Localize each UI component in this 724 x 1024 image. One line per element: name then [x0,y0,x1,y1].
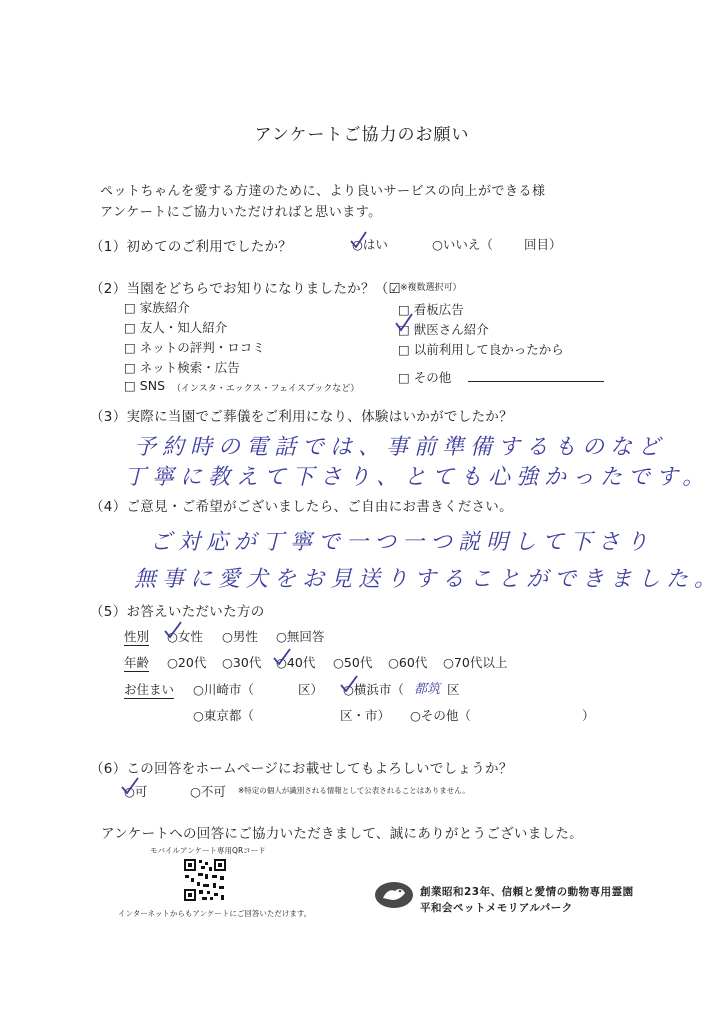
q3-answer-line-2: 丁寧に教えて下さり、とても心強かったです。 [124,465,711,490]
q2-option-friend[interactable]: □ 友人・知人紹介 [124,320,228,335]
address-yokohama-end: 区 [447,682,460,697]
gender-option-no-answer[interactable]: ○無回答 [276,629,325,644]
q1-label: （1）初めてのご利用でしたか？ [90,239,293,255]
gender-label: 性別 [124,629,150,644]
q6-option-no[interactable]: ○不可 [190,784,226,799]
q1-option-no[interactable]: ○いいえ（ [432,237,493,252]
q2-sns-note: （インスタ・エックス・フェイスブックなど） [172,384,360,394]
q2-option-other[interactable]: □ その他 [398,370,452,385]
q2-option-sns[interactable]: □ SNS [124,378,166,393]
qr-code-icon[interactable] [183,858,227,902]
q2-option-family[interactable]: □ 家族紹介 [124,300,190,315]
company-logo-icon [374,880,414,910]
address-yokohama[interactable]: ○横浜市（ [343,682,404,697]
q6-label: （6）この回答をホームページにお載せしてもよろしいでしょうか？ [90,761,513,777]
q3-label: （3）実際に当園でご葬儀をご利用になり、体験はいかがでしたか？ [90,409,513,425]
q4-label: （4）ご意見・ご希望がございましたら、ご自由にお書きください。 [90,499,513,515]
age-option-70s-plus[interactable]: ○70代以上 [443,655,508,670]
q4-answer-line-1: ご対応が丁寧で一つ一つ説明して下さり [150,530,655,555]
footer-tagline: 創業昭和23年、信頼と愛情の動物専用霊園 [420,886,634,898]
address-yokohama-ward: 都筑 [414,682,441,697]
intro-line-1: ペットちゃんを愛する方達のために、より良いサービスの向上ができる様 [100,184,546,199]
q2-option-reputation[interactable]: □ ネットの評判・ロコミ [124,340,265,355]
q2-option-vet[interactable]: □ 獣医さん紹介 [398,322,489,337]
q2-option-search[interactable]: □ ネット検索・広告 [124,360,240,375]
page-title: アンケートご協力のお願い [254,125,470,145]
gender-option-male[interactable]: ○男性 [222,629,258,644]
age-check-mark [272,647,292,667]
footer-company-name: 平和会ペットメモリアルパーク [420,902,573,914]
address-tokyo[interactable]: ○東京都（ [193,708,254,723]
q2-note: ※複数選択可） [400,283,462,293]
intro-line-2: アンケートにご協力いただければと思います。 [100,205,382,220]
gender-check-mark [163,620,183,640]
address-kawasaki-end: 区） [298,682,324,697]
age-option-20s[interactable]: ○20代 [167,655,207,670]
q2-check-mark [394,313,414,333]
q5-label: （5）お答えいただいた方の [90,604,265,620]
q3-answer-line-1: 予約時の電話では、事前準備するものなど [134,435,667,460]
address-other[interactable]: ○その他（ [410,708,471,723]
q6-note: ※特定の個人が識別される情報として公表されることはありません。 [238,786,470,795]
age-option-40s[interactable]: ○40代 [276,655,316,670]
address-label: お住まい [124,682,175,697]
q6-check-mark [120,776,140,796]
address-kawasaki[interactable]: ○川崎市（ [193,682,254,697]
q2-label: （2）当園をどちらでお知りになりましたか？（☑ [90,281,401,297]
address-other-end: ） [582,708,595,723]
q1-times-suffix: 回目） [524,237,562,252]
q6-option-yes[interactable]: ○可 [124,784,148,799]
q2-other-underline [468,381,604,382]
age-option-50s[interactable]: ○50代 [333,655,373,670]
qr-caption: モバイルアンケート専用QRコード [150,846,266,855]
q1-check-mark [348,230,368,250]
age-option-60s[interactable]: ○60代 [388,655,428,670]
address-tokyo-end: 区・市） [340,708,391,723]
internet-note: インターネットからもアンケートにご回答いただけます。 [118,909,312,918]
q4-answer-line-2: 無事に愛犬をお見送りすることができました。 [134,567,723,592]
thanks-message: アンケートへの回答にご協力いただきまして、誠にありがとうございました。 [101,826,583,842]
q2-option-signboard[interactable]: □ 看板広告 [398,302,464,317]
q1-option-yes[interactable]: ○はい [352,237,388,252]
gender-option-female[interactable]: ○女性 [167,629,203,644]
age-label: 年齢 [124,655,150,670]
age-option-30s[interactable]: ○30代 [222,655,262,670]
q2-option-repeat[interactable]: □ 以前利用して良かったから [398,342,564,357]
address-check-mark [339,674,359,694]
